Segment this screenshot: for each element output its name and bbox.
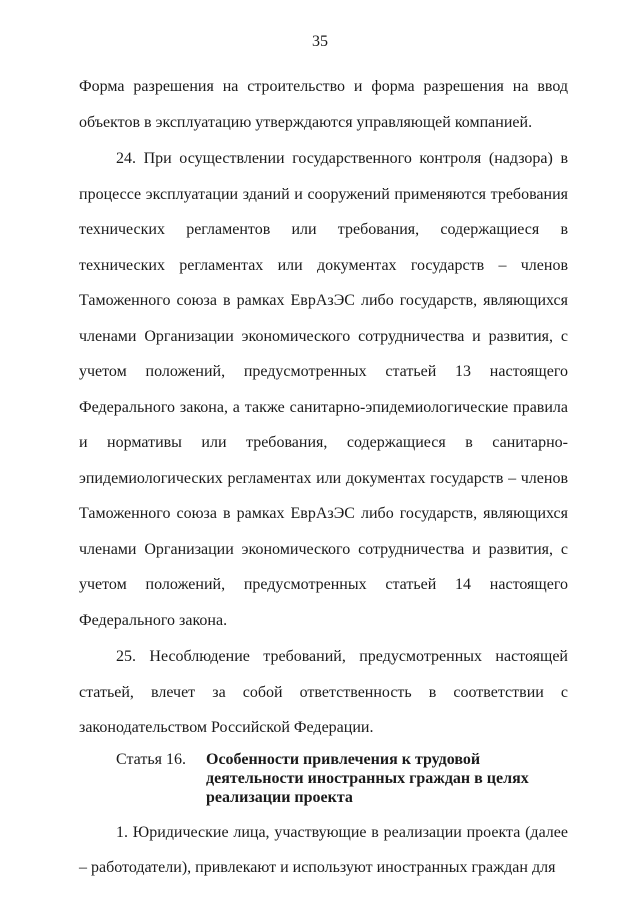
paragraph-1: 1. Юридические лица, участвующие в реализации проекта (далее – работодатели), привлекают и используют иностранных граждан для bbox=[79, 823, 568, 876]
paragraph-24: 24. При осуществлении государственного контроля (надзора) в процессе эксплуатации зданий и сооружений применяются требования технических регламентов или требования, содержащиеся в технических регламентах или документах государств – членов Таможенного союза в рамках ЕврАзЭС либо государств, являющихся членами Организации экономического сотрудничества и развития, с учетом положений, предусмотренных статьей 13 настоящего Федерального закона, а также санитарно-эпидемиологические правила и нормативы или требования, содержащиеся в санитарно-эпидемиологических регламентах или документах государств – членов Таможенного союза в рамках ЕврАзЭС либо государств, являющихся членами Организации экономического сотрудничества и развития, с учетом положений, предусмотренных статьей 14 настоящего Федерального закона. bbox=[79, 150, 568, 629]
article-heading bbox=[79, 750, 568, 807]
article-title: Особенности привлечения к трудовой деятельности иностранных граждан в целях реализации проекта bbox=[206, 750, 529, 806]
article-number: Статья 16. bbox=[116, 750, 186, 768]
paragraph-intro: Форма разрешения на строительство и форма разрешения на ввод объектов в эксплуатацию утверждаются управляющей компанией. bbox=[79, 78, 568, 131]
page-number: 35 bbox=[312, 33, 328, 50]
paragraph-25: 25. Несоблюдение требований, предусмотренных настоящей статьей, влечет за собой ответственность в соответствии с законодательством Российской Федерации. bbox=[79, 648, 568, 736]
document-body bbox=[79, 69, 568, 886]
